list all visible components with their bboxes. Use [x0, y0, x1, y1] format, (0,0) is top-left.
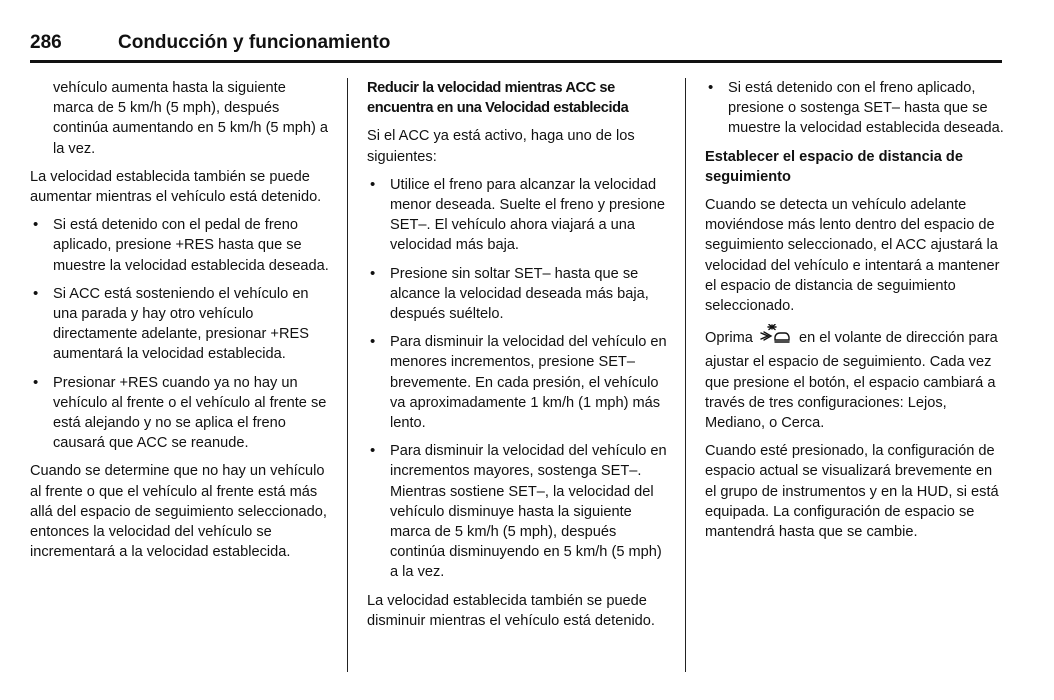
list-item: • Si está detenido con el freno aplicado, presione o sostenga SET– hasta que se muestre la velocidad establecida deseada. [705, 78, 1005, 139]
section-heading: Reducir la velocidad mientras ACC se encuentra en una Velocidad establecida [367, 80, 629, 117]
paragraph: La velocidad establecida también se puede disminuir mientras el vehículo está detenido. [367, 592, 655, 629]
list-item: • Para disminuir la velocidad del vehículo en menores incrementos, presione SET– brevemente. En cada presión, el vehículo va aproximadamente 1 km/h (1 mph) más lento. [367, 332, 667, 433]
column-1 [30, 78, 330, 570]
list-item: • Si está detenido con el pedal de freno aplicado, presione +RES hasta que se muestre la velocidad establecida deseada. [30, 215, 330, 276]
text-fragment: en el volante de dirección para ajustar el espacio de seguimiento. Cada vez que presione el botón, el espacio cambiará a través de tres configuraciones: Lejos, Mediano, o Cerca. [705, 330, 998, 432]
continued-text: vehículo aumenta hasta la siguiente marca de 5 km/h (5 mph), después continúa aumentando en 5 km/h (5 mph) a la vez. [53, 80, 329, 157]
section-heading: Establecer el espacio de distancia de seguimiento [705, 148, 963, 185]
column-3 [705, 78, 1005, 550]
following-distance-icon [759, 324, 793, 352]
header-rule [30, 60, 1002, 63]
column-divider [685, 78, 686, 672]
paragraph: Cuando esté presionado, la configuración de espacio actual se visualizará brevemente en el grupo de instrumentos y en la HUD, si está equipada. La configuración de espacio se mantendrá hasta que se cambie. [705, 443, 999, 541]
page-header [30, 28, 1002, 66]
list-item: • Presionar +RES cuando ya no hay un vehículo al frente o el vehículo al frente se está alejando y no se aplica el freno causará que ACC se reanude. [30, 373, 330, 454]
list-item: • Si ACC está sosteniendo el vehículo en una parada y hay otro vehículo directamente adelante, presionar +RES aumentará la velocidad establecida. [30, 284, 330, 365]
page-number: 286 [30, 32, 62, 53]
column-2 [367, 78, 667, 639]
paragraph: Cuando se detecta un vehículo adelante moviéndose más lento dentro del espacio de seguimiento seleccionado, el ACC ajustará la velocidad del vehículo e intentará a mantener el espacio de distancia de seguimiento seleccionado. [705, 197, 1000, 315]
paragraph: La velocidad establecida también se puede aumentar mientras el vehículo está detenido. [30, 168, 322, 206]
list-item: • Para disminuir la velocidad del vehículo en incrementos mayores, sostenga SET–. Mientras sostiene SET–, la velocidad del vehículo disminuye hasta la siguiente marca de 5 km/h (5 mph), después continúa disminuyendo en 5 km/h (5 mph) a la vez. [367, 441, 667, 582]
text-fragment: Oprima [705, 330, 753, 347]
paragraph: Cuando se determine que no hay un vehículo al frente o que el vehículo al frente está más allá del espacio de seguimiento seleccionado, entonces la velocidad del vehículo se incrementará a la velocidad establecida. [30, 463, 327, 561]
list-item: • Utilice el freno para alcanzar la velocidad menor deseada. Suelte el freno y presione SET–. El vehículo ahora viajará a una velocidad más baja. [367, 175, 667, 256]
paragraph [705, 324, 1005, 433]
chapter-title: Conducción y funcionamiento [118, 32, 391, 53]
paragraph: Si el ACC ya está activo, haga uno de los siguientes: [367, 128, 635, 165]
list-item: • Presione sin soltar SET– hasta que se alcance la velocidad deseada más baja, después suéltelo. [367, 264, 667, 325]
column-divider [347, 78, 348, 672]
